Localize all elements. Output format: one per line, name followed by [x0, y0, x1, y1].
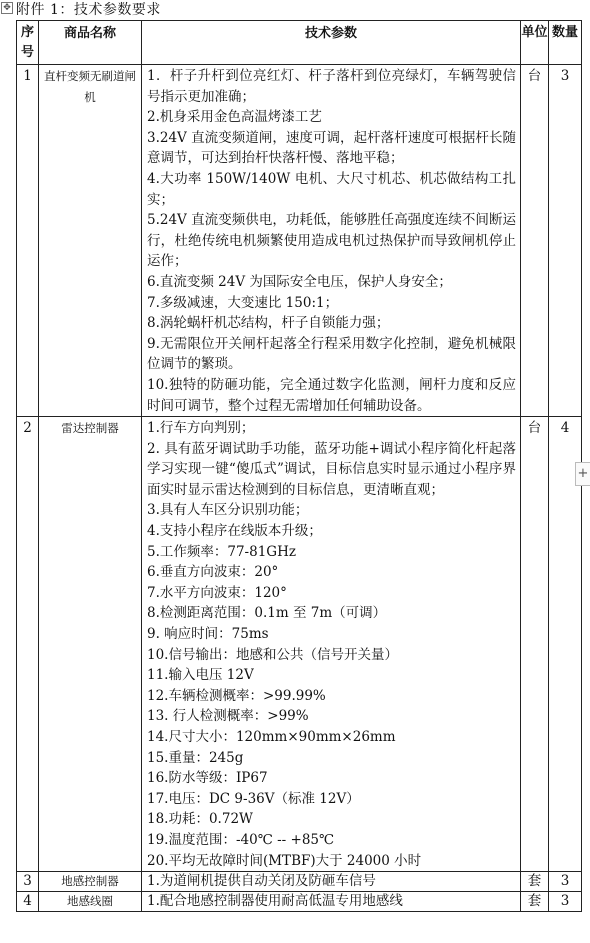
- row-qty-cell: 3: [549, 892, 582, 912]
- spec-line: 4.大功率 150W/140W 电机、大尺寸机芯、机芯做结构工扎实；: [147, 170, 516, 208]
- row-name-cell: 地感控制器: [39, 872, 142, 892]
- row-unit-cell: 台: [521, 417, 549, 872]
- row-index-cell: 3: [17, 872, 39, 892]
- spec-line: 14.尺寸大小：120mm×90mm×26mm: [147, 729, 396, 745]
- spec-line: 3.具有人车区分识别功能；: [147, 502, 309, 519]
- spec-line: 3.24V 直流变频道闸，速度可调，起杆落杆速度可根据杆长随意调节，可达到抬杆快落杆慢、落地平稳；: [147, 129, 516, 167]
- row-unit-cell: 套: [521, 892, 549, 912]
- spec-line: 10.独特的防砸功能，完全通过数字化监测，闸杆力度和反应时间可调节，整个过程无需增加任何辅助设备。: [147, 376, 516, 414]
- row-qty-cell: 4: [549, 417, 582, 872]
- row-spec-cell: [142, 872, 521, 892]
- row-spec-cell: [142, 65, 521, 417]
- spec-line: 13. 行人检测概率：>99%: [147, 708, 309, 725]
- spec-line: 6.垂直方向波束：20°: [147, 564, 279, 581]
- spec-line: 8.检测距离范围：0.1m 至 7m（可调）: [147, 605, 387, 622]
- spec-line: 5.工作频率：77-81GHz: [147, 543, 296, 560]
- add-row-button[interactable]: +: [575, 462, 590, 486]
- spec-line: 2.机身采用金色高温烤漆工艺: [147, 109, 322, 126]
- spec-line: 7.水平方向波束：120°: [147, 584, 287, 601]
- row-unit-cell: 套: [521, 872, 549, 892]
- header-qty: [549, 21, 582, 65]
- spec-line: 1.配合地感控制器使用耐高低温专用地感线: [147, 893, 403, 910]
- row-qty-cell: 3: [549, 872, 582, 892]
- spec-line: 1.为道闸机提供自动关闭及防砸车信号: [147, 873, 376, 890]
- row-unit-cell: 台: [521, 65, 549, 417]
- spec-line: 5.24V 直流变频供电，功耗低，能够胜任高强度连续不间断运行，杜绝传统电机频繁使用造成电机过热保护而导致闸机停止运作；: [147, 212, 516, 270]
- table-row: [17, 872, 582, 892]
- spec-line: 12.车辆检测概率：>99.99%: [147, 687, 326, 704]
- row-spec-cell: [142, 892, 521, 912]
- header-unit-label: 单位: [521, 25, 548, 40]
- row-qty-cell: 3: [549, 65, 582, 417]
- header-name: [39, 21, 142, 65]
- spec-line: 9. 响应时间：75ms: [147, 626, 269, 643]
- spec-line: 9.无需限位开关闸杆起落全行程采用数字化控制，避免机械限位调节的繁琐。: [147, 335, 516, 373]
- header-unit: [521, 21, 549, 65]
- row-index-cell: 4: [17, 892, 39, 912]
- spec-line: 11.输入电压 12V: [147, 667, 254, 684]
- header-index: [17, 21, 39, 65]
- spec-line: 15.重量：245g: [147, 749, 244, 766]
- spec-line: 7.多级减速，大变速比 150:1；: [147, 294, 339, 311]
- table-row: [17, 65, 582, 417]
- row-name-cell: 地感线圈: [39, 892, 142, 912]
- spec-line: 6.直流变频 24V 为国际安全电压，保护人身安全；: [147, 273, 452, 290]
- table-header-row: [17, 21, 582, 65]
- spec-line: 19.温度范围：-40℃ -- +85℃: [147, 831, 335, 848]
- row-index-cell: 2: [17, 417, 39, 872]
- table-row: [17, 892, 582, 912]
- header-name-label: 商品名称: [63, 26, 116, 41]
- spec-line: 20.平均无故障时间(MTBF)大于 24000 小时: [147, 852, 422, 869]
- header-spec: [142, 21, 521, 65]
- spec-line: 1.行车方向判别；: [147, 420, 255, 437]
- row-index-cell: 1: [17, 65, 39, 417]
- row-name-cell: 雷达控制器: [39, 417, 142, 872]
- spec-line: 8.涡轮蜗杆机芯结构，杆子自锁能力强；: [147, 315, 390, 332]
- table-move-handle-icon[interactable]: ✥: [1, 2, 13, 14]
- spec-line: 1．杆子升杆到位亮红灯、杆子落杆到位亮绿灯，车辆驾驶信号指示更加准确；: [147, 68, 516, 105]
- header-spec-label: 技术参数: [304, 26, 357, 41]
- spec-line: 16.防水等级：IP67: [147, 770, 268, 787]
- spec-line: 2. 具有蓝牙调试助手功能，蓝牙功能+调试小程序简化杆起落学习实现一键“傻瓜式”调试，目标信息实时显示通过小程序界面实时显示雷达检测到的目标信息，更清晰直观；: [147, 440, 516, 498]
- header-index-label: 序号: [20, 25, 34, 60]
- table-row: [17, 417, 582, 872]
- row-name-cell: 直杆变频无刷道闸机: [39, 65, 142, 417]
- header-qty-label: 数量: [551, 25, 578, 40]
- row-spec-cell: [142, 417, 521, 872]
- spec-line: 4.支持小程序在线版本升级；: [147, 523, 322, 540]
- spec-line: 10.信号输出：地感和公共（信号开关量）: [147, 646, 398, 663]
- spec-line: 18.功耗：0.72W: [147, 811, 253, 828]
- spec-line: 17.电压：DC 9-36V（标准 12V）: [147, 790, 360, 807]
- spec-table: [16, 20, 582, 912]
- page-heading: 附件 1：技术参数要求: [16, 2, 161, 18]
